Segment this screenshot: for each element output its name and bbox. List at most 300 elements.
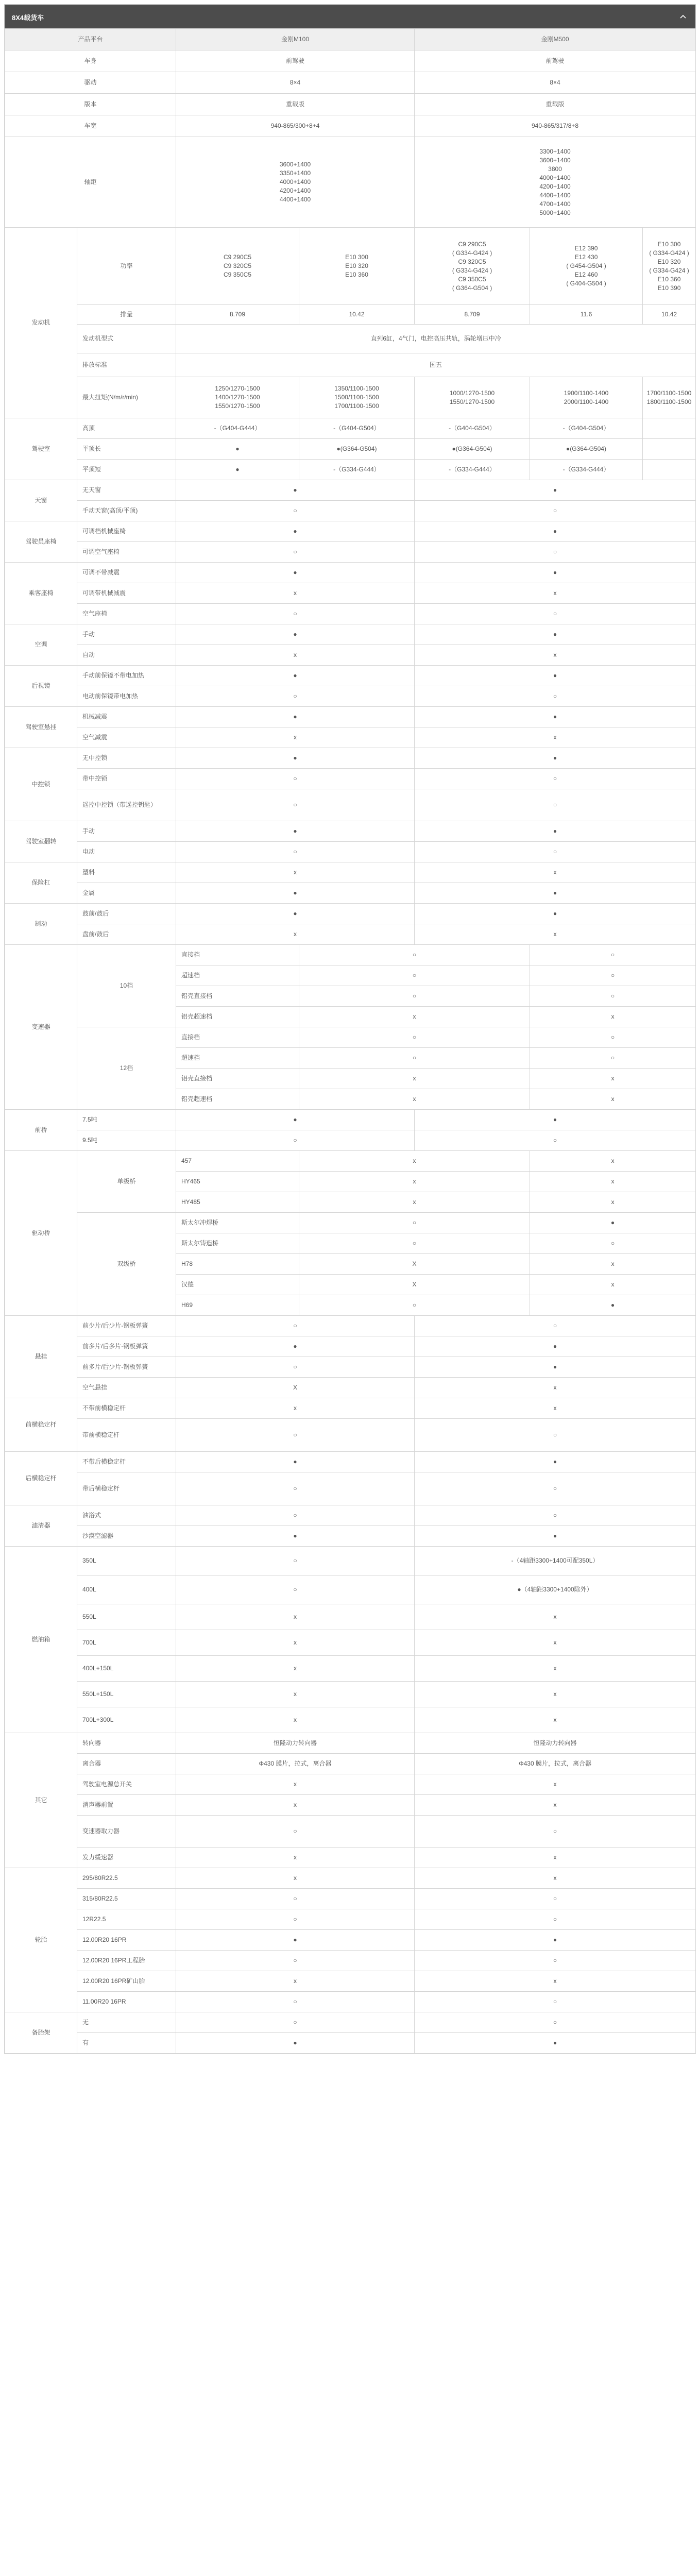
disp-value: 10.42 <box>299 305 415 325</box>
value-m100: x <box>176 1795 415 1816</box>
value-m500: ○ <box>415 1951 696 1971</box>
group-cab: 驾驶室 <box>5 418 77 480</box>
value-m100: x <box>176 1682 415 1707</box>
group-label: 保险杠 <box>5 862 77 904</box>
value-m100: ● <box>176 480 415 501</box>
value-m100: x <box>176 1604 415 1630</box>
cab-value <box>643 460 696 480</box>
option-label: 塑料 <box>77 862 176 883</box>
value-m500: x <box>415 1656 696 1682</box>
torque-value: 1250/1270-1500 1400/1270-1500 1550/1270-1500 <box>176 377 299 418</box>
cab-value: ●(G364-G504) <box>530 439 643 460</box>
table-row <box>5 1505 696 1526</box>
value-m500: ● <box>530 1213 696 1233</box>
option-label: 11.00R20 16PR <box>77 1992 176 2012</box>
table-row <box>5 115 696 137</box>
option-label: 带后横稳定杆 <box>77 1472 176 1505</box>
table-row <box>5 583 696 604</box>
power-value: C9 290C5 ( G334-G424 ) C9 320C5 ( G334-G424 ) C9 350C5 ( G364-G504 ) <box>415 228 530 305</box>
table-row <box>5 439 696 460</box>
table-row <box>5 521 696 542</box>
table-row <box>5 842 696 862</box>
option-label: 铝壳直接档 <box>176 1069 299 1089</box>
cab-value: -（G404-G504） <box>415 418 530 439</box>
sub-torque: 最大扭矩(N/m/r/min) <box>77 377 176 418</box>
value-m100: x <box>176 645 415 666</box>
table-row <box>5 883 696 904</box>
value-m500: ○ <box>415 1419 696 1452</box>
option-label: 无中控锁 <box>77 748 176 769</box>
value-m500: x <box>530 1069 696 1089</box>
table-row <box>5 137 696 228</box>
option-label: 手动 <box>77 821 176 842</box>
value-m100: ● <box>176 624 415 645</box>
table-row <box>5 480 696 501</box>
group-label: 驾驶员座椅 <box>5 521 77 563</box>
value-m500: ○ <box>415 1816 696 1848</box>
value-m500: 3300+1400 3600+1400 3800 4000+1400 4200+1400 4400+1400 4700+1400 5000+1400 <box>415 137 696 228</box>
option-label: 前多片/后少片-钢板弹簧 <box>77 1357 176 1378</box>
table-row <box>5 1909 696 1930</box>
group-label: 前横稳定杆 <box>5 1398 77 1452</box>
value-m500: ○ <box>530 1027 696 1048</box>
group-transmission: 变速器 <box>5 945 77 1110</box>
option-label: 盘前/鼓后 <box>77 924 176 945</box>
table-row <box>5 624 696 645</box>
group-label: 天窗 <box>5 480 77 521</box>
trans-12: 12档 <box>77 1027 176 1110</box>
value-m100: 8×4 <box>176 72 415 94</box>
table-row <box>5 1889 696 1909</box>
cab-value <box>643 439 696 460</box>
option-label: 可调不带减震 <box>77 563 176 583</box>
value-m100: x <box>176 862 415 883</box>
option-label: 带中控锁 <box>77 769 176 789</box>
value-m500: ○ <box>530 1233 696 1254</box>
group-label: 滤清器 <box>5 1505 77 1547</box>
option-label: 12.00R20 16PR矿山胎 <box>77 1971 176 1992</box>
value-m500: ○ <box>415 1316 696 1336</box>
table-row <box>5 325 696 353</box>
option-label: 350L <box>77 1547 176 1575</box>
header-model-m100: 金刚M100 <box>176 29 415 50</box>
table-row <box>5 1526 696 1547</box>
value-m100: ○ <box>299 1213 530 1233</box>
value-m500: ● <box>415 883 696 904</box>
value-m500: ● <box>415 666 696 686</box>
option-label: 400L+150L <box>77 1656 176 1682</box>
value-m100: ○ <box>176 1951 415 1971</box>
cab-value: -（G334-G444） <box>299 460 415 480</box>
table-row <box>5 645 696 666</box>
value-m500: ● <box>530 1295 696 1316</box>
option-label: 可调空气座椅 <box>77 542 176 563</box>
value-m500: ○ <box>415 769 696 789</box>
value-m100: ○ <box>176 542 415 563</box>
emission-value: 国五 <box>176 353 696 377</box>
value-m500: ● <box>415 624 696 645</box>
value-m500: ○ <box>530 945 696 965</box>
option-label: 汉德 <box>176 1275 299 1295</box>
option-label: 斯太尔铸造桥 <box>176 1233 299 1254</box>
group-drive-axle: 驱动桥 <box>5 1151 77 1316</box>
value-m100: ○ <box>176 789 415 821</box>
value-m100: ● <box>176 1526 415 1547</box>
option-label: HY485 <box>176 1192 299 1213</box>
option-label: 12R22.5 <box>77 1909 176 1930</box>
header-platform: 产品平台 <box>5 29 176 50</box>
group-label: 乘客座椅 <box>5 563 77 624</box>
table-row <box>5 542 696 563</box>
value-m500: ○ <box>415 2012 696 2033</box>
table-row <box>5 1971 696 1992</box>
chevron-up-icon[interactable] <box>678 11 688 22</box>
option-label: H69 <box>176 1295 299 1316</box>
sub-engine-form: 发动机型式 <box>77 325 176 353</box>
value-m500: x <box>415 1868 696 1889</box>
option-label: 超速档 <box>176 1048 299 1069</box>
value-m100: Φ430 膜片，拉式，离合器 <box>176 1754 415 1774</box>
drive-double: 双级桥 <box>77 1213 176 1316</box>
option-label: 7.5吨 <box>77 1110 176 1130</box>
value-m500: ● <box>415 480 696 501</box>
option-label: 直接档 <box>176 1027 299 1048</box>
cab-sub: 高顶 <box>77 418 176 439</box>
value-m100: x <box>299 1007 530 1027</box>
value-m500: x <box>415 583 696 604</box>
value-m500: x <box>415 924 696 945</box>
value-m100: x <box>176 727 415 748</box>
torque-value: 1000/1270-1500 1550/1270-1500 <box>415 377 530 418</box>
table-row <box>5 1472 696 1505</box>
value-m500: ○ <box>415 686 696 707</box>
value-m100: x <box>176 583 415 604</box>
cab-value: ●(G364-G504) <box>299 439 415 460</box>
panel-header[interactable] <box>5 5 695 28</box>
table-row <box>5 1213 696 1233</box>
option-label: 无天窗 <box>77 480 176 501</box>
table-row <box>5 1316 696 1336</box>
value-m100: ○ <box>176 2012 415 2033</box>
table-row <box>5 1930 696 1951</box>
group-label: 后视镜 <box>5 666 77 707</box>
table-row <box>5 789 696 821</box>
row-label: 版本 <box>5 94 176 115</box>
option-label: 金属 <box>77 883 176 904</box>
value-m100: ○ <box>176 1909 415 1930</box>
table-row <box>5 29 696 50</box>
option-label: 550L <box>77 1604 176 1630</box>
cab-value <box>643 418 696 439</box>
table-row <box>5 1604 696 1630</box>
option-label: 消声器前置 <box>77 1795 176 1816</box>
value-m500: ● <box>415 2033 696 2054</box>
value-m100: ○ <box>176 842 415 862</box>
table-row <box>5 1151 696 1172</box>
value-m100: x <box>176 1868 415 1889</box>
value-m500: x <box>415 1774 696 1795</box>
option-label: 转向器 <box>77 1733 176 1754</box>
value-m100: x <box>299 1089 530 1110</box>
value-m100: ● <box>176 666 415 686</box>
value-m100: ● <box>176 1452 415 1472</box>
value-m100: x <box>176 1630 415 1656</box>
table-row <box>5 1378 696 1398</box>
value-m100: 940-865/300+8+4 <box>176 115 415 137</box>
value-m100: ● <box>176 904 415 924</box>
value-m500: x <box>415 645 696 666</box>
table-row <box>5 94 696 115</box>
group-label: 驾驶室翻转 <box>5 821 77 862</box>
disp-value: 8.709 <box>176 305 299 325</box>
value-m100: 前驾驶 <box>176 50 415 72</box>
value-m500: x <box>415 1848 696 1868</box>
value-m500: ● <box>415 1357 696 1378</box>
value-m500: ○ <box>530 1048 696 1069</box>
disp-value: 11.6 <box>530 305 643 325</box>
value-m500: 重载版 <box>415 94 696 115</box>
value-m500: ○ <box>415 604 696 624</box>
power-value: E12 390 E12 430 ( G454-G504 ) E12 460 ( G404-G504 ) <box>530 228 643 305</box>
value-m100: ○ <box>176 1357 415 1378</box>
table-row <box>5 228 696 305</box>
engine-form-value: 直列6缸，4气门，电控高压共轨，涡轮增压中冷 <box>176 325 696 353</box>
torque-value: 1700/1100-1500 1800/1100-1500 <box>643 377 696 418</box>
table-row <box>5 418 696 439</box>
disp-value: 10.42 <box>643 305 696 325</box>
value-m500: 940-865/317/8+8 <box>415 115 696 137</box>
option-label: 带前横稳定杆 <box>77 1419 176 1452</box>
table-row <box>5 862 696 883</box>
torque-value: 1900/1100-1400 2000/1100-1400 <box>530 377 643 418</box>
value-m500: x <box>530 1007 696 1027</box>
value-m100: ○ <box>176 1992 415 2012</box>
table-row <box>5 1868 696 1889</box>
option-label: 12.00R20 16PR工程胎 <box>77 1951 176 1971</box>
option-label: 空气悬挂 <box>77 1378 176 1398</box>
group-label: 其它 <box>5 1733 77 1868</box>
value-m500: ● <box>415 1452 696 1472</box>
option-label: 直接档 <box>176 945 299 965</box>
value-m100: 重载版 <box>176 94 415 115</box>
option-label: 变速器取力器 <box>77 1816 176 1848</box>
trans-10: 10档 <box>77 945 176 1027</box>
row-label: 车宽 <box>5 115 176 137</box>
value-m100: ● <box>176 563 415 583</box>
sub-displacement: 排量 <box>77 305 176 325</box>
value-m100: x <box>299 1172 530 1192</box>
value-m500: x <box>530 1192 696 1213</box>
table-row <box>5 1848 696 1868</box>
value-m500: ● <box>415 563 696 583</box>
group-label: 中控锁 <box>5 748 77 821</box>
table-row <box>5 1130 696 1151</box>
value-m500: x <box>415 1795 696 1816</box>
value-m100: ● <box>176 707 415 727</box>
value-m100: ○ <box>176 1575 415 1604</box>
option-label: 12.00R20 16PR <box>77 1930 176 1951</box>
value-m500: 8×4 <box>415 72 696 94</box>
option-label: 沙漠空滤器 <box>77 1526 176 1547</box>
value-m100: X <box>299 1275 530 1295</box>
value-m100: x <box>176 1398 415 1419</box>
table-row <box>5 305 696 325</box>
value-m500: x <box>415 1378 696 1398</box>
option-label: 不带后横稳定杆 <box>77 1452 176 1472</box>
table-row <box>5 1733 696 1754</box>
table-row <box>5 748 696 769</box>
option-label: 驾驶室电源总开关 <box>77 1774 176 1795</box>
option-label: 不带前横稳定杆 <box>77 1398 176 1419</box>
value-m100: x <box>176 1656 415 1682</box>
table-row <box>5 1575 696 1604</box>
table-row <box>5 821 696 842</box>
option-label: 自动 <box>77 645 176 666</box>
value-m100: ● <box>176 821 415 842</box>
value-m500: x <box>415 727 696 748</box>
spec-table <box>5 28 696 2054</box>
option-label: 遥控中控锁（带遥控钥匙） <box>77 789 176 821</box>
value-m100: x <box>299 1151 530 1172</box>
option-label: 鼓前/鼓后 <box>77 904 176 924</box>
group-engine: 发动机 <box>5 228 77 418</box>
option-label: 700L+300L <box>77 1707 176 1733</box>
value-m500: ○ <box>415 1889 696 1909</box>
option-label: 离合器 <box>77 1754 176 1774</box>
table-row <box>5 707 696 727</box>
table-row <box>5 2012 696 2033</box>
value-m500: x <box>530 1151 696 1172</box>
option-label: 斯太尔冲焊桥 <box>176 1213 299 1233</box>
group-label: 悬挂 <box>5 1316 77 1398</box>
value-m500: x <box>415 862 696 883</box>
value-m500: x <box>530 1275 696 1295</box>
value-m500: ● <box>415 1526 696 1547</box>
drive-single: 单级桥 <box>77 1151 176 1213</box>
header-model-m500: 金刚M500 <box>415 29 696 50</box>
panel-title: 8X4载货车 <box>12 14 44 22</box>
option-label: 前少片/后少片-钢板弹簧 <box>77 1316 176 1336</box>
value-m100: x <box>176 1774 415 1795</box>
option-label: 铝壳超速档 <box>176 1089 299 1110</box>
option-label: 空气减震 <box>77 727 176 748</box>
cab-value: ●(G364-G504) <box>415 439 530 460</box>
table-row <box>5 1630 696 1656</box>
value-m500: x <box>530 1089 696 1110</box>
value-m500: ○ <box>415 1472 696 1505</box>
cab-value: -（G334-G444） <box>415 460 530 480</box>
cab-value: ● <box>176 439 299 460</box>
cab-value: -（G404-G504） <box>530 418 643 439</box>
cab-sub: 平顶短 <box>77 460 176 480</box>
value-m500: ○ <box>415 1992 696 2012</box>
option-label: 295/80R22.5 <box>77 1868 176 1889</box>
value-m500: ● <box>415 707 696 727</box>
option-label: 手动前保镜不带电加热 <box>77 666 176 686</box>
value-m500: ○ <box>415 1130 696 1151</box>
value-m100: X <box>299 1254 530 1275</box>
table-row <box>5 460 696 480</box>
config-panel <box>4 4 696 2054</box>
sub-emission: 排放标准 <box>77 353 176 377</box>
value-m500: ○ <box>415 1505 696 1526</box>
table-row <box>5 1951 696 1971</box>
disp-value: 8.709 <box>415 305 530 325</box>
group-label: 后横稳定杆 <box>5 1452 77 1505</box>
option-label: 超速档 <box>176 965 299 986</box>
table-row <box>5 1707 696 1733</box>
table-row <box>5 1795 696 1816</box>
value-m500: ● <box>415 821 696 842</box>
group-label: 驾驶室悬挂 <box>5 707 77 748</box>
value-m500: x <box>530 1172 696 1192</box>
row-label: 轴距 <box>5 137 176 228</box>
value-m500: -（4轴距3300+1400可配350L） <box>415 1547 696 1575</box>
table-row <box>5 563 696 583</box>
value-m500: ● <box>415 1930 696 1951</box>
value-m500: ●（4轴距3300+1400除外） <box>415 1575 696 1604</box>
table-row <box>5 501 696 521</box>
value-m100: ○ <box>299 965 530 986</box>
group-label: 制动 <box>5 904 77 945</box>
table-row <box>5 1992 696 2012</box>
value-m500: x <box>415 1630 696 1656</box>
torque-value: 1350/1100-1500 1500/1100-1500 1700/1100-1500 <box>299 377 415 418</box>
table-row <box>5 1357 696 1378</box>
table-row <box>5 1754 696 1774</box>
option-label: 315/80R22.5 <box>77 1889 176 1909</box>
option-label: 电动 <box>77 842 176 862</box>
option-label: 无 <box>77 2012 176 2033</box>
option-label: H78 <box>176 1254 299 1275</box>
cab-value: -（G404-G444） <box>176 418 299 439</box>
cab-value: ● <box>176 460 299 480</box>
cab-value: -（G404-G504） <box>299 418 415 439</box>
value-m100: x <box>299 1192 530 1213</box>
table-row <box>5 604 696 624</box>
table-row <box>5 666 696 686</box>
power-value: C9 290C5 C9 320C5 C9 350C5 <box>176 228 299 305</box>
value-m500: x <box>530 1254 696 1275</box>
option-label: 550L+150L <box>77 1682 176 1707</box>
option-label: 9.5吨 <box>77 1130 176 1151</box>
value-m100: ○ <box>176 604 415 624</box>
table-row <box>5 1398 696 1419</box>
group-label: 空调 <box>5 624 77 666</box>
table-row <box>5 1547 696 1575</box>
table-row <box>5 377 696 418</box>
value-m100: ○ <box>176 1130 415 1151</box>
table-row <box>5 924 696 945</box>
value-m100: x <box>176 1848 415 1868</box>
value-m100: ○ <box>176 686 415 707</box>
value-m100: 3600+1400 3350+1400 4000+1400 4200+1400 4400+1400 <box>176 137 415 228</box>
value-m100: ● <box>176 521 415 542</box>
value-m100: x <box>299 1069 530 1089</box>
value-m500: x <box>415 1604 696 1630</box>
option-label: 457 <box>176 1151 299 1172</box>
group-label: 前桥 <box>5 1110 77 1151</box>
table-row <box>5 1452 696 1472</box>
sub-power: 功率 <box>77 228 176 305</box>
option-label: 机械减震 <box>77 707 176 727</box>
option-label: 手动 <box>77 624 176 645</box>
value-m100: ● <box>176 748 415 769</box>
table-row <box>5 1682 696 1707</box>
table-row <box>5 50 696 72</box>
value-m500: ○ <box>415 842 696 862</box>
table-row <box>5 904 696 924</box>
